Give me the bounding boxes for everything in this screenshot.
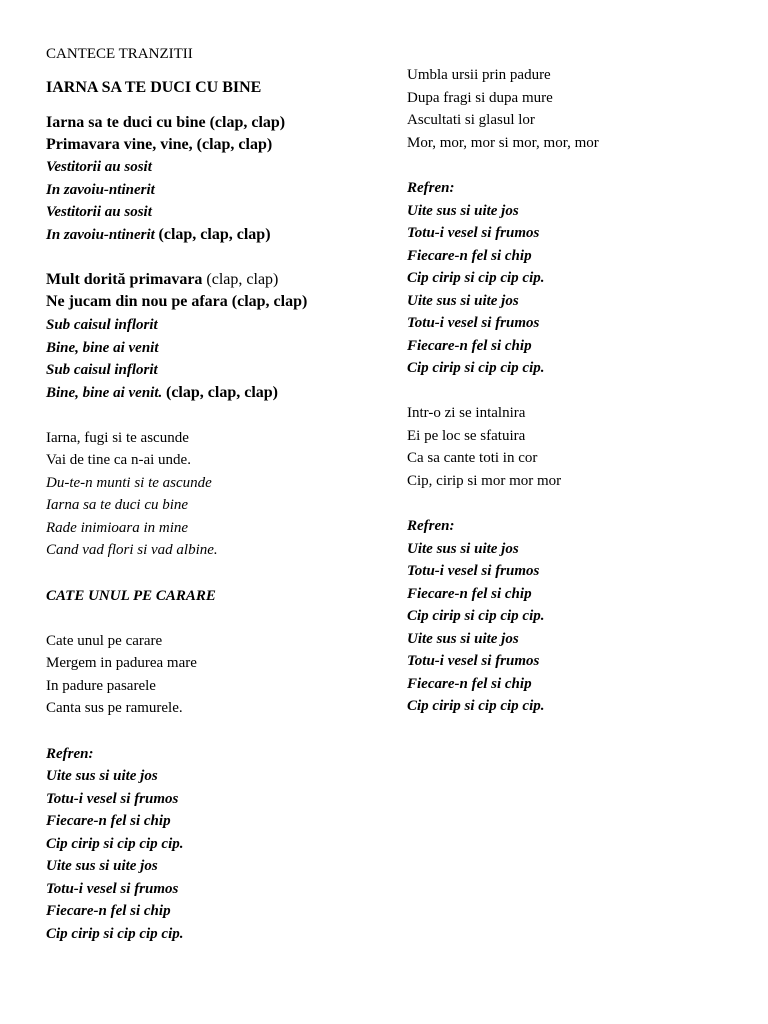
refren-line: Cip cirip si cip cip cip. [407,270,545,286]
refren-line: Uite sus si uite jos [407,541,519,557]
lyric-line: Iarna, fugi si te ascunde [46,430,189,446]
refren-line: Fiecare-n fel si chip [46,903,171,919]
lyric-line: Vestitorii au sosit [46,159,152,175]
lyric-line: Sub caisul inflorit [46,362,158,378]
lyric-line: Iarna sa te duci cu bine (clap, clap) [46,114,286,131]
refren-line: Totu-i vesel si frumos [407,315,540,331]
lyric-line: Rade inimioara in mine [46,520,189,536]
lyric-line: Cand vad flori si vad albine. [46,542,218,558]
lyric-line: Ca sa cante toti in cor [407,450,538,466]
refren-line: Uite sus si uite jos [46,858,158,874]
refren-line: Totu-i vesel si frumos [407,225,540,241]
refren-line: Fiecare-n fel si chip [407,248,532,264]
refren-label: Refren: [407,180,455,196]
lyric-line: Mergem in padurea mare [46,655,197,671]
lyric-line: In padure pasarele [46,678,156,694]
lyric-line: In zavoiu-ntinerit [46,182,155,198]
refren-label: Refren: [46,746,94,762]
refren-line: Fiecare-n fel si chip [407,676,532,692]
song2-title: CATE UNUL PE CARARE [46,588,216,604]
refren-line: Uite sus si uite jos [407,631,519,647]
lyric-line: Du-te-n munti si te ascunde [46,475,212,491]
lyric-line: Mult dorită primavara (clap, clap) [46,271,279,288]
lyric-line: Ei pe loc se sfatuira [407,428,526,444]
lyric-line: Intr-o zi se intalnira [407,405,526,421]
lyric-line: Vestitorii au sosit [46,204,152,220]
document-header: CANTECE TRANZITII [46,46,193,62]
refren-line: Totu-i vesel si frumos [46,791,179,807]
refren-label: Refren: [407,518,455,534]
lyric-line: Vai de tine ca n-ai unde. [46,452,191,468]
lyric-line: Mor, mor, mor si mor, mor, mor [407,135,599,151]
lyric-line: Iarna sa te duci cu bine [46,497,189,513]
refren-line: Cip cirip si cip cip cip. [407,360,545,376]
lyric-line: Dupa fragi si dupa mure [407,90,553,106]
lyric-line: Umbla ursii prin padure [407,67,551,83]
lyric-line: Ascultati si glasul lor [407,112,535,128]
refren-line: Uite sus si uite jos [46,768,158,784]
refren-line: Fiecare-n fel si chip [46,813,171,829]
refren-line: Fiecare-n fel si chip [407,586,532,602]
refren-line: Fiecare-n fel si chip [407,338,532,354]
lyric-line: Ne jucam din nou pe afara (clap, clap) [46,293,308,310]
lyric-line: Cate unul pe carare [46,633,163,649]
lyric-line: Bine, bine ai venit. (clap, clap, clap) [46,384,278,401]
refren-line: Cip cirip si cip cip cip. [46,836,184,852]
refren-line: Totu-i vesel si frumos [46,881,179,897]
lyric-line: Sub caisul inflorit [46,317,158,333]
refren-line: Cip cirip si cip cip cip. [46,926,184,942]
refren-line: Uite sus si uite jos [407,293,519,309]
lyric-line: Bine, bine ai venit [46,340,159,356]
refren-line: Totu-i vesel si frumos [407,653,540,669]
refren-line: Totu-i vesel si frumos [407,563,540,579]
refren-line: Uite sus si uite jos [407,203,519,219]
lyric-line: Canta sus pe ramurele. [46,700,183,716]
refren-line: Cip cirip si cip cip cip. [407,698,545,714]
song1-title: IARNA SA TE DUCI CU BINE [46,79,262,96]
lyric-line: Primavara vine, vine, (clap, clap) [46,136,273,153]
lyric-line: Cip, cirip si mor mor mor [407,473,562,489]
lyric-line: In zavoiu-ntinerit (clap, clap, clap) [46,226,271,243]
refren-line: Cip cirip si cip cip cip. [407,608,545,624]
